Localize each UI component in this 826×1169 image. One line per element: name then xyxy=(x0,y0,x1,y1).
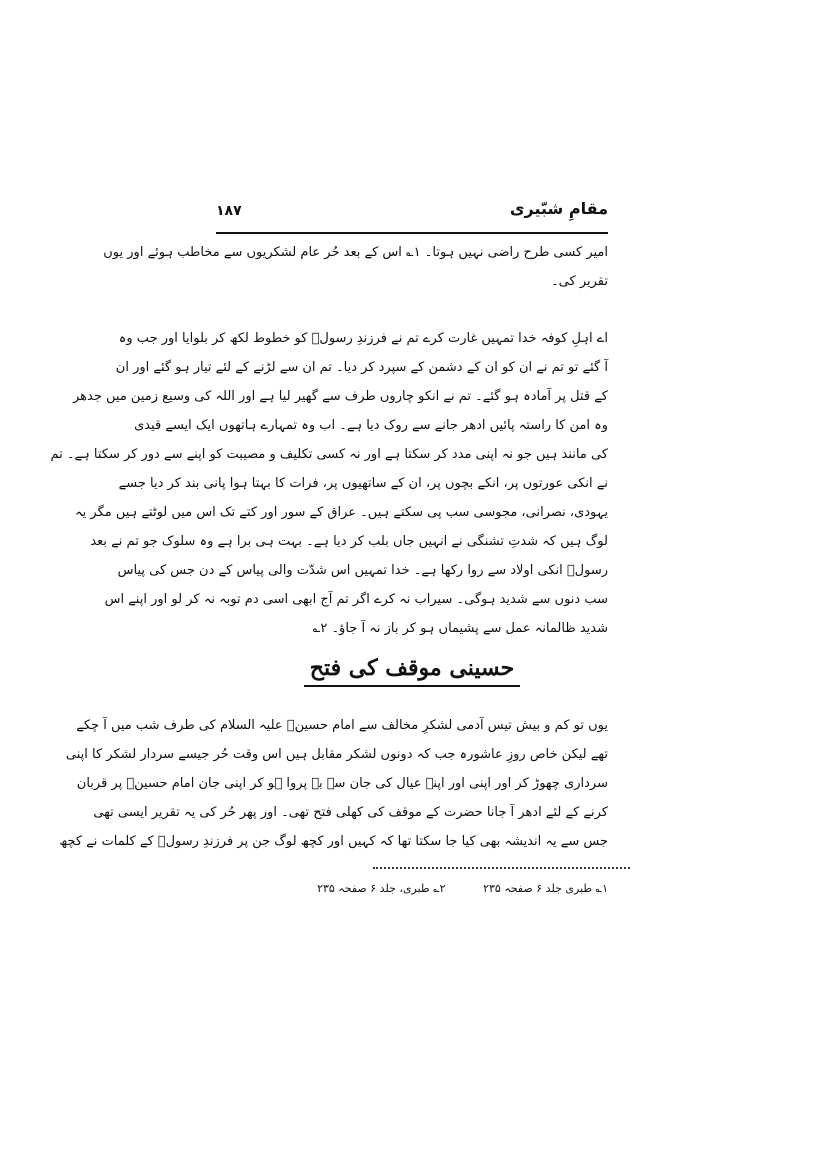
text-line: سب دنوں سے شدید ہوگی۔ سیراب نہ کرے اگر تم آج ابھی اسی دم توبہ نہ کر لو اور اپنے اس xyxy=(104,592,608,607)
text-line: تقریر کی۔ xyxy=(551,274,608,289)
text-line: سرداری چھوڑ کر اور اپنی اور اپنے عیال کی جان سے بے پروا ہو کر اپنی جان امام حسینؑ پر قربان xyxy=(76,776,608,791)
text-line: آ گئے تو تم نے ان کو ان کے دشمن کے سپرد کر دیا۔ تم ان سے لڑنے کے لئے تیار ہو گئے اور ان xyxy=(115,360,608,375)
text-line: کرنے کے لئے ادھر آ جانا حضرت کے موقف کی کھلی فتح تھی۔ اور پھر حُر کی یہ تقریر ایسی تھی xyxy=(93,805,608,820)
footnote-1: ۱؎ طبری جلد ۶ صفحہ ۲۳۵ xyxy=(483,882,608,895)
section-heading-text: حسینی موقف کی فتح xyxy=(304,655,520,687)
running-title: مقامِ شبّیری xyxy=(509,199,608,218)
text-line: یہودی، نصرانی، مجوسی سب پی سکتے ہیں۔ عراق کے سور اور کتے تک اس میں لوٹتے ہیں مگر یہ xyxy=(75,505,608,520)
text-line: تھے لیکن خاص روزِ عاشورہ جب کہ دونوں لشکر مقابل ہیں اس وقت حُر جیسے سردار لشکر کا اپنی xyxy=(65,747,608,762)
text-line: وہ امن کا راستہ پائیں ادھر جانے سے روک دیا ہے۔ اب وہ تمہارے ہاتھوں ایک ایسے قیدی xyxy=(134,418,608,433)
text-line: شدید ظالمانہ عمل سے پشیماں ہو کر باز نہ آ جاؤ۔ ۲؎ xyxy=(312,621,608,636)
footnotes xyxy=(317,882,608,895)
text-line: رسولؐ انکی اولاد سے روا رکھا ہے۔ خدا تمہیں اس شدّت والی پیاس کے دن جس کی پیاس xyxy=(117,563,608,578)
paragraph-3 xyxy=(59,711,608,856)
text-line: لوگ ہیں کہ شدتِ تشنگی نے انہیں جاں بلب کر دیا ہے۔ بہت ہی برا ہے وہ سلوک جو تم نے بعد xyxy=(90,534,608,549)
text-line: جس سے یہ اندیشہ بھی کیا جا سکتا تھا کہ کہیں اور کچھ لوگ جن پر فرزندِ رسولؐ کے کلمات نے کچھ xyxy=(59,834,608,849)
text-line: کی مانند ہیں جو نہ اپنی مدد کر سکتا ہے اور نہ کسی تکلیف و مصیبت کو اپنے سے دور کر سکتا ہے۔ تم xyxy=(50,447,608,462)
paragraph-1 xyxy=(103,238,608,296)
text-line: نے انکی عورتوں پر، انکے بچوں پر، ان کے ساتھیوں پر، فرات کا بہتا ہوا پانی بند کر دیا جسے xyxy=(118,476,608,491)
footnote-divider xyxy=(373,867,630,869)
text-line: یوں تو کم و بیش تیس آدمی لشکرِ مخالف سے امام حسینؑ علیہ السلام کی طرف شب میں آ چکے xyxy=(76,718,608,733)
paragraph-2 xyxy=(50,324,608,643)
page-number: ۱۸۷ xyxy=(216,203,242,219)
footnote-2: ۲؎ طبری، جلد ۶ صفحہ ۲۳۵ xyxy=(317,882,446,895)
header-divider xyxy=(216,232,608,234)
page-header xyxy=(216,199,608,229)
text-line: اے اہلِ کوفہ خدا تمہیں غارت کرے تم نے فرزندِ رسولؐ کو خطوط لکھ کر بلوایا اور جب وہ xyxy=(118,331,608,346)
text-line: کے قتل پر آمادہ ہو گئے۔ تم نے انکو چاروں طرف سے گھیر لیا ہے اور اللہ کی وسیع زمین میں جدھر xyxy=(73,389,608,404)
section-heading xyxy=(216,655,608,687)
text-line: امیر کسی طرح راضی نہیں ہوتا۔ ۱؎ اس کے بعد حُر عام لشکریوں سے مخاطب ہوئے اور یوں xyxy=(103,245,608,260)
